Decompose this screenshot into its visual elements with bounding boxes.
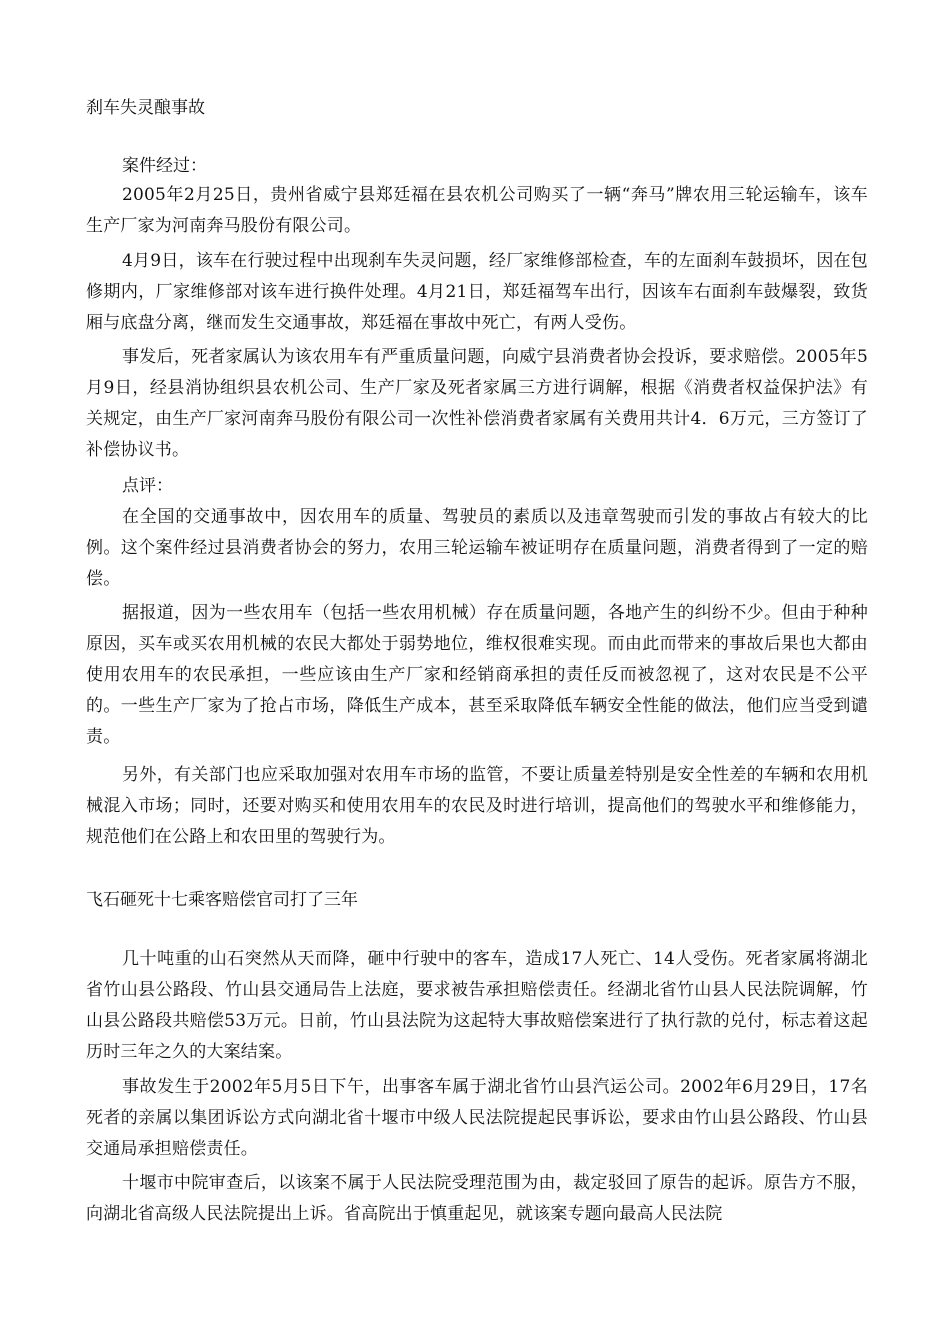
paragraph: 2005年2月25日，贵州省威宁县郑廷福在县农机公司购买了一辆“奔马”牌农用三轮运输车，该车生产厂家为河南奔马股份有限公司。	[86, 185, 868, 236]
paragraph: 事故发生于2002年5月5日下午，出事客车属于湖北省竹山县汽运公司。2002年6月29日，17名死者的亲属以集团诉讼方式向湖北省十堰市中级人民法院提起民事诉讼，要求由竹山县公路段、竹山县交通局承担赔偿责任。	[86, 1077, 868, 1159]
paragraph: 另外，有关部门也应采取加强对农用车市场的监管，不要让质量差特别是安全性差的车辆和农用机械混入市场；同时，还要对购买和使用农用车的农民及时进行培训，提高他们的驾驶水平和维修能力，规范他们在公路上和农田里的驾驶行为。	[86, 765, 868, 847]
article-title: 刹车失灵酿事故	[86, 98, 205, 118]
paragraph: 事发后，死者家属认为该农用车有严重质量问题，向威宁县消费者协会投诉，要求赔偿。2005年5月9日，经县消协组织县农机公司、生产厂家及死者家属三方进行调解，根据《消费者权益保护法》有关规定，由生产厂家河南奔马股份有限公司一次性补偿消费者家属有关费用共计4．6万元，三方签订了补偿协议书。	[86, 347, 868, 460]
article-title: 飞石砸死十七乘客赔偿官司打了三年	[86, 890, 358, 910]
paragraph: 十堰市中院审查后，以该案不属于人民法院受理范围为由，裁定驳回了原告的起诉。原告方不服，向湖北省高级人民法院提出上诉。省高院出于慎重起见，就该案专题向最高人民法院	[86, 1173, 868, 1224]
paragraph: 据报道，因为一些农用车（包括一些农用机械）存在质量问题，各地产生的纠纷不少。但由于种种原因，买车或买农用机械的农民大都处于弱势地位，维权很难实现。而由此而带来的事故后果也大都由使用农用车的农民承担，一些应该由生产厂家和经销商承担的责任反而被忽视了，这对农民是不公平的。一些生产厂家为了抢占市场，降低生产成本，甚至采取降低车辆安全性能的做法，他们应当受到谴责。	[86, 603, 868, 747]
paragraph: 在全国的交通事故中，因农用车的质量、驾驶员的素质以及违章驾驶而引发的事故占有较大的比例。这个案件经过县消费者协会的努力，农用三轮运输车被证明存在质量问题，消费者得到了一定的赔偿。	[86, 507, 868, 589]
paragraph: 几十吨重的山石突然从天而降，砸中行驶中的客车，造成17人死亡、14人受伤。死者家属将湖北省竹山县公路段、竹山县交通局告上法庭，要求被告承担赔偿责任。经湖北省竹山县人民法院调解，竹山县公路段共赔偿53万元。日前，竹山县法院为这起特大事故赔偿案进行了执行款的兑付，标志着这起历时三年之久的大案结案。	[86, 949, 868, 1062]
comment-label: 点评：	[122, 476, 173, 496]
paragraph: 4月9日，该车在行驶过程中出现刹车失灵问题，经厂家维修部检查，车的左面刹车鼓损坏，因在包修期内，厂家维修部对该车进行换件处理。4月21日，郑廷福驾车出行，因该车右面刹车鼓爆裂，致货厢与底盘分离，继而发生交通事故，郑廷福在事故中死亡，有两人受伤。	[86, 251, 868, 333]
case-label: 案件经过：	[122, 156, 207, 176]
